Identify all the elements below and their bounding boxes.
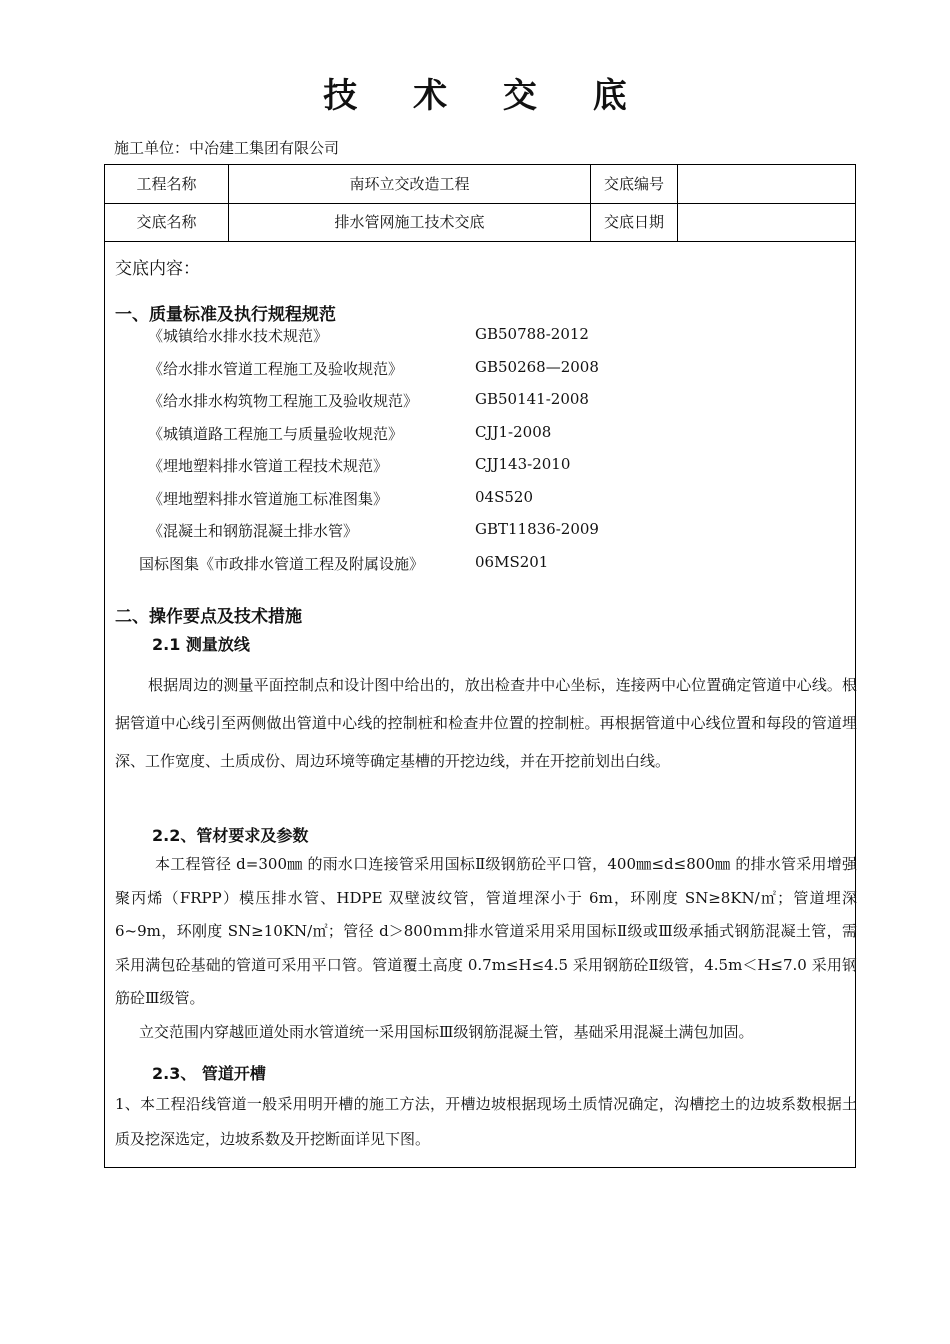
standard-code: GBT11836-2009 xyxy=(475,520,599,538)
disclosure-name-label: 交底名称 xyxy=(105,203,229,241)
section2-heading: 二、操作要点及技术措施 xyxy=(115,607,302,627)
standard-code: CJJ143-2010 xyxy=(475,455,571,473)
standard-name: 《给水排水管道工程施工及验收规范》 xyxy=(148,360,404,378)
disclosure-name-value: 排水管网施工技术交底 xyxy=(229,203,591,241)
subsection-2-1-heading: 2.1 测量放线 xyxy=(152,635,250,654)
subsection-2-3-heading: 2.3、 管道开槽 xyxy=(152,1064,266,1083)
standard-name: 《埋地塑料排水管道施工标准图集》 xyxy=(148,490,389,508)
standard-code: CJJ1-2008 xyxy=(475,423,552,441)
subsection-2-2-heading: 2.2、管材要求及参数 xyxy=(152,826,309,845)
header-row-project xyxy=(105,165,855,204)
project-name-label: 工程名称 xyxy=(105,165,229,203)
disclosure-date-value xyxy=(678,203,855,241)
disclosure-date-label: 交底日期 xyxy=(591,203,678,241)
project-name-value: 南环立交改造工程 xyxy=(229,165,591,203)
standard-name: 《给水排水构筑物工程施工及验收规范》 xyxy=(148,392,419,410)
standard-name: 《埋地塑料排水管道工程技术规范》 xyxy=(148,457,389,475)
standard-name: 《混凝土和钢筋混凝土排水管》 xyxy=(148,522,359,540)
standard-name: 《城镇道路工程施工与质量验收规范》 xyxy=(148,425,404,443)
standard-name: 国标图集《市政排水管道工程及附属设施》 xyxy=(139,555,425,573)
document-title: 技 术 交 底 xyxy=(323,76,649,116)
header-row-disclosure xyxy=(105,203,855,242)
subsection-2-1-text: 根据周边的测量平面控制点和设计图中给出的，放出检查井中心坐标，连接两中心位置确定管道中心线。根据管道中心线引至两侧做出管道中心线的控制桩和检查井位置的控制桩。再根据管道中心线位置和每段的管道埋深、工作宽度、土质成份、周边环境等确定基槽的开挖边线，并在开挖前划出白线。 xyxy=(115,676,857,770)
disclosure-number-label: 交底编号 xyxy=(591,165,678,203)
standard-code: 06MS201 xyxy=(475,553,549,571)
disclosure-number-value xyxy=(678,165,855,203)
standard-code: GB50141-2008 xyxy=(475,390,589,408)
subsection-2-3-text: 1、本工程沿线管道一般采用明开槽的施工方法，开槽边坡根据现场土质情况确定，沟槽挖土的边坡系数根据土质及挖深选定，边坡系数及开挖断面详见下图。 xyxy=(115,1095,857,1148)
standard-code: GB50788-2012 xyxy=(475,325,589,343)
standard-code: GB50268—2008 xyxy=(475,358,599,376)
standard-code: 04S520 xyxy=(475,488,533,506)
disclosure-form xyxy=(104,164,856,1168)
subsection-2-2-text: 本工程管径 d=300㎜ 的雨水口连接管采用国标Ⅱ级钢筋砼平口管，400㎜≤d≤800㎜ 的排水管采用增强聚丙烯（FRPP）模压排水管、HDPE 双壁波纹管，管道埋深小于 6m，环刚度 SN≥8KN/㎡；管道埋深 6~9m，环刚度 SN≥10KN/㎡；管径 d＞800ｍｍ排水管道采用采用国标Ⅱ级或Ⅲ级承插式钢筋混凝土管，需采用满包砼基础的管道可采用平口管。管道覆土高度 0.7m≤H≤4.5 采用钢筋砼Ⅱ级管，4.5m＜H≤7.0 采用钢筋砼Ⅲ级管。 xyxy=(115,855,857,1007)
content-intro: 交底内容： xyxy=(115,259,200,279)
standard-name: 《城镇给水排水技术规范》 xyxy=(148,327,329,345)
section1-heading: 一、质量标准及执行规程规范 xyxy=(115,305,336,325)
construction-unit-line: 施工单位：中冶建工集团有限公司 xyxy=(114,139,340,157)
subsection-2-2-note: 立交范围内穿越匝道处雨水管道统一采用国标Ⅲ级钢筋混凝土管，基础采用混凝土满包加固。 xyxy=(139,1023,754,1041)
